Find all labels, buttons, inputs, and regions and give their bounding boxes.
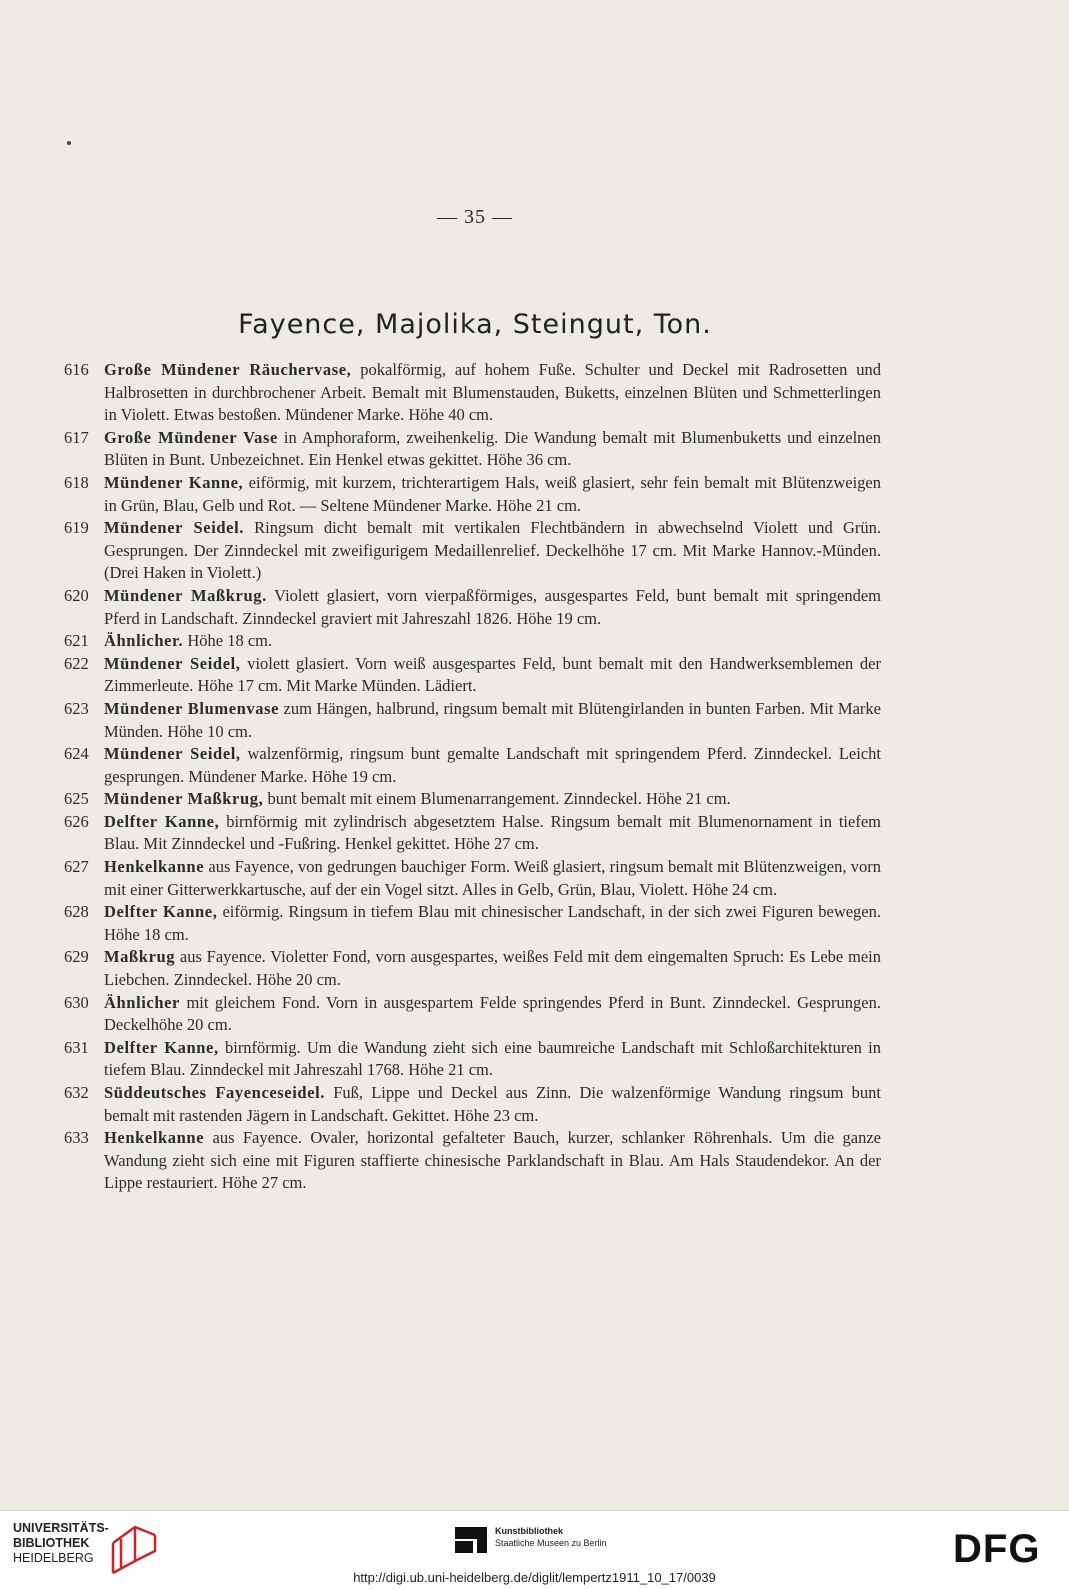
catalog-entry-629	[64, 946, 881, 991]
catalog-entries	[64, 359, 881, 1195]
entry-body	[104, 811, 881, 856]
entry-heading: Mündener Blumenvase	[104, 698, 280, 718]
entry-text: aus Fayence. Ovaler, horizontal gefalteter Bauch, kurzer, schlanker Röhrenhals. Um die ganze Wandung zieht sich eine mit Figuren staffierte chinesische Parklandschaft in Blau. Am Hals Staudendekor. An der Lippe restauriert. Höhe 27 cm.	[104, 1128, 881, 1193]
entry-heading: Große Mündener Räuchervase,	[104, 360, 352, 379]
entry-number: 627	[64, 857, 89, 877]
entry-body	[104, 359, 881, 427]
entry-body	[104, 698, 881, 743]
catalog-entry-623	[64, 698, 881, 743]
catalog-entry-624	[64, 743, 881, 788]
catalog-entry-621	[64, 630, 881, 653]
entry-text: Höhe 18 cm.	[183, 631, 273, 651]
entry-heading: Ähnlicher.	[104, 631, 184, 651]
entry-text: pokalförmig, auf hohem Fuße. Schulter und Deckel mit Radrosetten und Halbrosetten in durchbrochener Arbeit. Bemalt mit Blumenstauden, Buketts, einzelnen Blüten und Schmetterlingen in Violett. Etwas bestoßen. Mündener Marke. Höhe 40 cm.	[104, 360, 882, 425]
source-url-link[interactable]: http://digi.ub.uni-heidelberg.de/diglit/lempertz1911_10_17/0039	[353, 1570, 716, 1585]
entry-body	[104, 1082, 881, 1127]
entry-body	[104, 517, 881, 585]
catalog-entry-632	[64, 1082, 881, 1127]
entry-text: Fuß, Lippe und Deckel aus Zinn. Die walzenförmige Wandung ringsum bunt bemalt mit rastenden Jägern in Landschaft. Gekittet. Höhe 23 cm.	[104, 1083, 881, 1125]
entry-number: 618	[64, 472, 89, 492]
entry-number: 625	[64, 789, 89, 809]
entry-heading: Süddeutsches Fayenceseidel.	[104, 1083, 326, 1102]
entry-text: mit gleichem Fond. Vorn in ausgespartem Felde springendes Pferd in Bunt. Zinndeckel. Gesprungen. Deckelhöhe 20 cm.	[104, 992, 881, 1035]
entry-number: 619	[64, 518, 89, 538]
entry-heading: Mündener Seidel.	[104, 518, 245, 538]
catalog-entry-617	[64, 427, 881, 472]
entry-number: 629	[64, 947, 89, 967]
speck-mark	[67, 141, 71, 145]
page-number: — 35 —	[437, 206, 513, 228]
entry-body	[104, 946, 881, 991]
entry-number: 617	[64, 427, 89, 447]
catalog-entry-626	[64, 811, 881, 856]
entry-text: eiförmig. Ringsum in tiefem Blau mit chinesischer Landschaft, in der sich zwei Figuren bewegen. Höhe 18 cm.	[104, 902, 882, 944]
university-library-wordmark	[13, 1521, 109, 1566]
entry-body	[104, 653, 881, 698]
entry-text: in Amphoraform, zweihenkelig. Die Wandung bemalt mit Blumenbuketts und einzelnen Blüten in Bunt. Unbezeichnet. Ein Henkel etwas gekittet. Höhe 36 cm.	[104, 427, 882, 470]
entry-text: bunt bemalt mit einem Blumenarrangement. Zinndeckel. Höhe 21 cm.	[263, 789, 731, 809]
entry-body	[104, 585, 881, 630]
catalog-entry-627	[64, 856, 881, 901]
entry-body	[104, 901, 881, 946]
logo-line: HEIDELBERG	[13, 1551, 94, 1565]
entry-number: 633	[64, 1128, 89, 1148]
catalog-entry-620	[64, 585, 881, 630]
entry-number: 632	[64, 1083, 89, 1102]
entry-number: 620	[64, 585, 89, 605]
dfg-logo[interactable]	[953, 1528, 1053, 1568]
entry-number: 628	[64, 902, 89, 922]
catalog-entry-633	[64, 1127, 881, 1195]
entry-heading: Mündener Maßkrug.	[104, 585, 267, 605]
catalog-entry-625	[64, 788, 881, 811]
entry-body	[104, 630, 881, 653]
entry-body	[104, 743, 881, 788]
catalog-entry-619	[64, 517, 881, 585]
dfg-logo-text: DFG	[953, 1528, 1041, 1568]
entry-heading: Mündener Seidel,	[104, 744, 241, 764]
entry-text: violett glasiert. Vorn weiß ausgespartes Feld, bunt bemalt mit den Handwerksemblemen der Zimmerleute. Höhe 17 cm. Mit Marke Münden. Lädiert.	[104, 653, 881, 696]
entry-body	[104, 1037, 881, 1082]
entry-heading: Mündener Maßkrug,	[104, 789, 264, 809]
entry-number: 616	[64, 360, 89, 379]
entry-body	[104, 856, 881, 901]
university-library-mark-icon	[105, 1521, 161, 1577]
entry-body	[104, 427, 881, 472]
logo-line: UNIVERSITÄTS-	[13, 1521, 109, 1535]
kunstbibliothek-mark-icon	[455, 1527, 487, 1553]
section-title: Fayence, Majolika, Steingut, Ton.	[238, 309, 712, 340]
entry-number: 626	[64, 811, 89, 831]
entry-text: eiförmig, mit kurzem, trichterartigem Hals, weiß glasiert, sehr fein bemalt mit Blütenzweigen in Grün, Blau, Gelb und Rot. — Seltene Mündener Marke. Höhe 21 cm.	[104, 472, 881, 515]
entry-heading: Große Mündener Vase	[104, 427, 278, 447]
kunstbibliothek-title: Kunstbibliothek	[495, 1526, 563, 1536]
entry-heading: Maßkrug	[104, 947, 176, 967]
entry-text: zum Hängen, halbrund, ringsum bemalt mit Blütengirlanden in bunten Farben. Mit Marke Münden. Höhe 10 cm.	[104, 698, 881, 741]
catalog-entry-616	[64, 359, 881, 427]
entry-number: 622	[64, 653, 89, 673]
entry-heading: Ähnlicher	[104, 992, 180, 1012]
entry-heading: Mündener Seidel,	[104, 653, 241, 673]
footer-divider	[0, 1510, 1069, 1511]
catalog-entry-628	[64, 901, 881, 946]
entry-text: Ringsum dicht bemalt mit vertikalen Flechtbändern in abwechselnd Violett und Grün. Gesprungen. Der Zinndeckel mit zweifigurigem Medaillenrelief. Deckelhöhe 17 cm. Mit Marke Hannov.-Münden. (Drei Haken in Violett.)	[104, 518, 881, 583]
entry-body	[104, 788, 881, 811]
entry-text: birnförmig. Um die Wandung zieht sich eine baumreiche Landschaft mit Schloßarchitekturen in tiefem Blau. Zinndeckel mit Jahreszahl 1768. Höhe 21 cm.	[104, 1037, 881, 1080]
catalog-entry-630	[64, 992, 881, 1037]
catalog-entry-631	[64, 1037, 881, 1082]
entry-number: 623	[64, 698, 89, 718]
entry-heading: Mündener Kanne,	[104, 472, 244, 492]
entry-body	[104, 1127, 881, 1195]
entry-number: 631	[64, 1037, 89, 1057]
entry-body	[104, 992, 881, 1037]
entry-number: 630	[64, 992, 89, 1012]
kunstbibliothek-wordmark	[495, 1525, 607, 1549]
entry-text: aus Fayence. Violetter Fond, vorn ausgespartes, weißes Feld mit dem eingemalten Spruch: Es Lebe mein Liebchen. Zinndeckel. Höhe 20 cm.	[104, 947, 881, 990]
logo-line: BIBLIOTHEK	[13, 1536, 90, 1550]
entry-text: birnförmig mit zylindrisch abgesetztem Halse. Ringsum bemalt mit Blumenornament in tiefem Blau. Mit Zinndeckel und -Fußring. Henkel gekittet. Höhe 27 cm.	[104, 811, 881, 854]
kunstbibliothek-subtitle: Staatliche Museen zu Berlin	[495, 1538, 607, 1548]
entry-number: 621	[64, 631, 89, 651]
entry-heading: Henkelkanne	[104, 1128, 205, 1148]
entry-text: walzenförmig, ringsum bunt gemalte Landschaft mit springendem Pferd. Zinndeckel. Leicht gesprungen. Mündener Marke. Höhe 19 cm.	[104, 744, 881, 786]
entry-heading: Henkelkanne	[104, 857, 205, 877]
catalog-entry-622	[64, 653, 881, 698]
entry-heading: Delfter Kanne,	[104, 902, 218, 922]
entry-number: 624	[64, 744, 89, 764]
entry-heading: Delfter Kanne,	[104, 811, 220, 831]
university-library-logo[interactable]	[13, 1521, 163, 1577]
catalog-entry-618	[64, 472, 881, 517]
entry-text: Violett glasiert, vorn vierpaßförmiges, ausgespartes Feld, bunt bemalt mit springendem Pferd in Landschaft. Zinndeckel graviert mit Jahreszahl 1826. Höhe 19 cm.	[104, 585, 881, 628]
entry-text: aus Fayence, von gedrungen bauchiger Form. Weiß glasiert, ringsum bemalt mit Blütenzweigen, vorn mit einer Gitterwerkkartusche, auf der ein Vogel sitzt. Alles in Gelb, Grün, Blau, Violett. Höhe 24 cm.	[104, 857, 881, 899]
entry-body	[104, 472, 881, 517]
entry-heading: Delfter Kanne,	[104, 1037, 219, 1057]
